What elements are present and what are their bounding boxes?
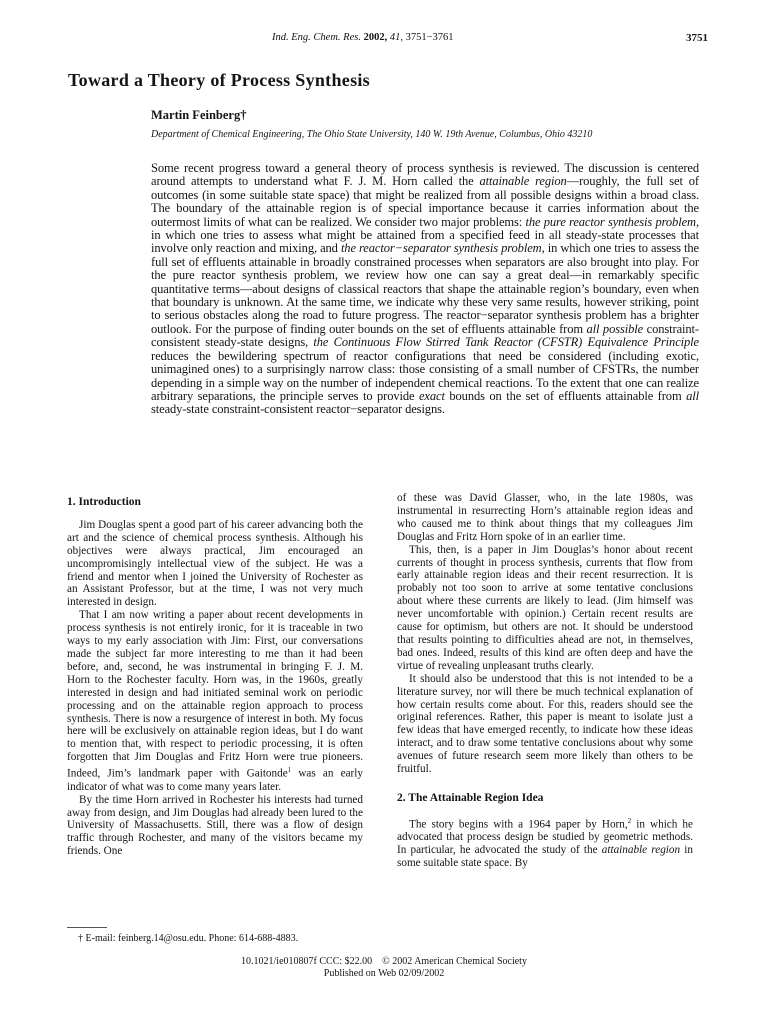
author-affiliation: Department of Chemical Engineering, The Ohio State University, 140 W. 19th Avenue, Columbus, Ohio 43210 [151, 129, 593, 140]
page-footer [0, 956, 768, 980]
publication-date: Published on Web 02/09/2002 [323, 968, 445, 979]
abstract-emphasis: all [686, 388, 699, 403]
reference-superscript[interactable]: 2 [627, 816, 632, 825]
paragraph: This, then, is a paper in Jim Douglas’s honor about recent currents of thought in process synthesis, currents that flow from early attainable region ideas and their recent resurrection. It is probably not too soon to arrive at some tentative conclusions about where these currents are likely to lead. (Jim himself was never uncomfortable with opinion.) Certain recent results are cause for optimism, but others are not. It should be understood that results pointing to difficulties ahead are not, in themselves, bad ones. Indeed, results of this kind are often deep and have the virtue of revealing unpleasant truths clearly. [397, 543, 693, 672]
doi-price: 10.1021/ie010807f CCC: $22.00 [241, 956, 373, 967]
journal-pages: 3751−3761 [405, 32, 454, 43]
reference-superscript[interactable]: 1 [287, 766, 292, 775]
paragraph: Jim Douglas spent a good part of his career advancing both the art and the science of chemical process synthesis. Although his objectives were always practical, Jim encouraged an uncompromisingly intellectual view of the subject. He was a friend and mentor when I joined the University of Rochester as an Assistant Professor, but at the time, I was not very much interested in design. [67, 518, 363, 609]
abstract-emphasis: the reactor−separator synthesis problem [340, 241, 542, 256]
abstract-emphasis: attainable region [479, 174, 567, 189]
body-column-left [67, 492, 363, 858]
paragraph: The story begins with a 1964 paper by Horn,$^2$ in which he advocated that process design be studied by geometric methods. In particular, he advocated the study of the attainable region in some suitable state space. By [397, 816, 693, 870]
footnote-divider [67, 927, 107, 928]
paragraph: It should also be understood that this is not intended to be a literature survey, nor will there be much technical explanation of how certain results come about. For this, readers should see the original references. Rather, this paper is meant to isolate just a few ideas that have emerged recently, to indicate how these ideas interact, and to draw some tentative conclusions about why some avenues of future research seem more likely than others to be fruitful. [397, 672, 693, 776]
copyright: © 2002 American Chemical Society [382, 956, 527, 967]
journal-volume: 41, [389, 32, 403, 43]
article-title: Toward a Theory of Process Synthesis [68, 70, 370, 90]
section-heading-attainable-region: 2. The Attainable Region Idea [397, 791, 544, 804]
page-number: 3751 [686, 32, 708, 44]
running-header [272, 32, 454, 43]
journal-name: Ind. Eng. Chem. Res. [272, 32, 361, 43]
paragraph: of these was David Glasser, who, in the late 1980s, was instrumental in resurrecting Horn’s attainable region ideas and who caused me to think about things that my colleagues Jim Douglas and Fritz Horn spoke of in an earlier time. [397, 492, 693, 543]
journal-year: 2002, [363, 32, 388, 43]
abstract-emphasis: the pure reactor synthesis problem [525, 214, 696, 229]
abstract: Some recent progress toward a general theory of process synthesis is reviewed. The discussion is centered around attempts to understand what F. J. M. Horn called the attainable region—roughly, the full set of outcomes (in some suitable state space) that might be realized from all possible designs within a broad class. The boundary of the attainable region is of special importance because it carries information about the outermost limits of what can be realized. We consider two major problems: the pure reactor synthesis problem, in which one tries to assess what might be attained from a specified feed in all steady-state processes that involve only reaction and mixing, and the reactor−separator synthesis problem, in which one tries to assess the full set of effluents attainable in broadly constrained processes when separators are also brought into play. For the pure reactor synthesis problem, we review how one can say a great deal—in remarkably specific quantitative terms—about designs of classical reactors that shape the attainable region’s boundary, even when that boundary is unknown. At the same time, we indicate why these very same results, however striking, point to serious obstacles along the road to future progress. The reactor−separator synthesis problem has a brighter outlook. For the purpose of finding outer bounds on the set of effluents attainable from all possible constraint-consistent steady-state designs, the Continuous Flow Stirred Tank Reactor (CFSTR) Equivalence Principle reduces the bewildering spectrum of reactor configurations that need be considered (including exotic, unimagined ones) to a surprisingly narrow class: those consisting of a small number of CFSTRs, the number depending in a simple way on the number of independent chemical reactions. To the extent that one can realize arbitrary separations, the principle serves to provide exact bounds on the set of effluents attainable from all steady-state constraint-consistent reactor−separator designs. [151, 161, 700, 417]
paragraph: By the time Horn arrived in Rochester his interests had turned away from design, and Jim Douglas had already been lured to the University of Massachusetts. Still, there was a flow of design traffic through Rochester, and many of the visitors became my friends. One [67, 793, 363, 858]
section-heading-introduction: 1. Introduction [67, 496, 141, 508]
abstract-emphasis: the Continuous Flow Stirred Tank Reactor (CFSTR) Equivalence Principle [313, 335, 699, 350]
abstract-emphasis: all possible [586, 321, 644, 336]
body-column-right [397, 492, 693, 870]
author-name: Martin Feinberg† [151, 108, 247, 122]
abstract-emphasis: exact [418, 388, 445, 403]
paragraph: That I am now writing a paper about recent developments in process synthesis is not entirely ironic, for it is traceable in two ways to my early association with Jim: First, our conversations made the subject far more interesting to me than it had been before, and, second, he was instrumental in bringing F. J. M. Horn to the Rochester faculty. Horn was, in the 1960s, greatly interested in design and had initiated seminal work on periodic processing and on the attainable region approach to process synthesis. There is now a resurgence of interest in both. My focus here will be exclusively on attainable region ideas, but I do want to mention that, with respect to periodic processing, it is often forgotten that Jim Douglas and Fritz Horn were true pioneers. Indeed, Jim’s landmark paper with Gaitonde$^1$ was an early indicator of what was to come many years later. [67, 609, 363, 793]
author-footnote: † E-mail: feinberg.14@osu.edu. Phone: 614-688-4883. [78, 933, 299, 944]
